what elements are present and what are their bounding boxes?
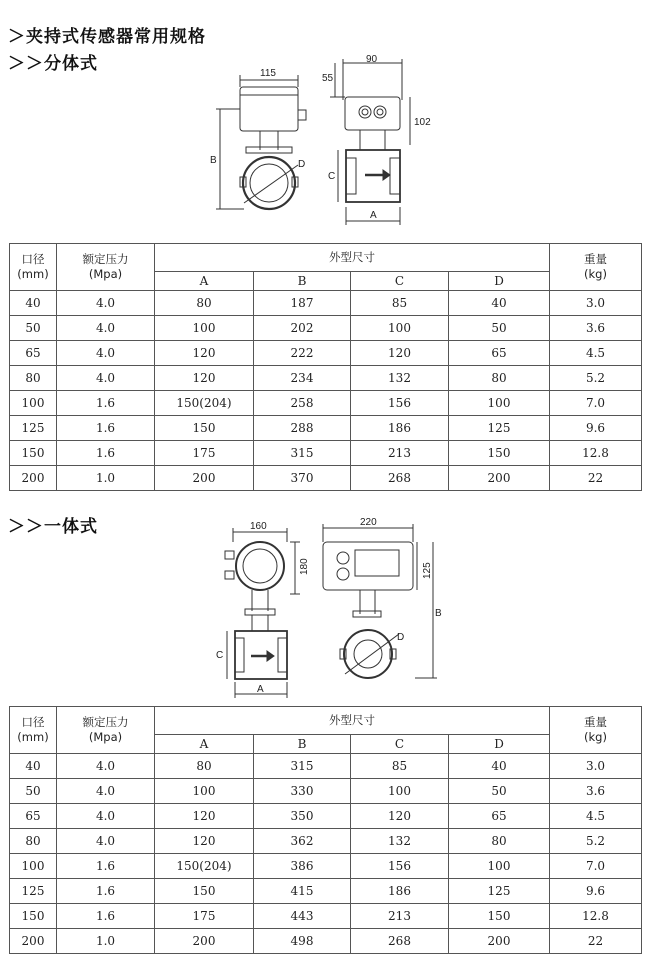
table-cell: 3.6	[550, 779, 642, 804]
table-cell: 100	[10, 854, 57, 879]
table-cell: 213	[351, 904, 449, 929]
table-cell: 3.0	[550, 291, 642, 316]
table-row	[10, 929, 642, 954]
table-cell: 150	[155, 879, 254, 904]
table-cell: 150	[155, 416, 254, 441]
table-cell: 200	[155, 466, 254, 491]
table-cell: 150	[10, 441, 57, 466]
integral-type-spec-table	[9, 706, 642, 954]
table-cell: 150	[449, 904, 550, 929]
table-cell: 175	[155, 441, 254, 466]
header-a: A	[155, 272, 254, 291]
table-cell: 4.5	[550, 341, 642, 366]
table-cell: 100	[449, 854, 550, 879]
dim-b: B	[210, 155, 217, 166]
table-cell: 156	[351, 854, 449, 879]
table-cell: 85	[351, 754, 449, 779]
page-title: ＞夹持式传感器常用规格	[8, 27, 206, 47]
table-cell: 350	[254, 804, 351, 829]
table-cell: 80	[449, 829, 550, 854]
split-type-diagram	[200, 55, 435, 233]
table-cell: 498	[254, 929, 351, 954]
table-cell: 4.0	[57, 366, 155, 391]
header-b: B	[254, 272, 351, 291]
table-cell: 1.6	[57, 441, 155, 466]
table-cell: 186	[351, 879, 449, 904]
table-cell: 150	[449, 441, 550, 466]
table-cell: 200	[155, 929, 254, 954]
table-cell: 40	[10, 291, 57, 316]
table-cell: 288	[254, 416, 351, 441]
table-cell: 202	[254, 316, 351, 341]
table-cell: 100	[351, 779, 449, 804]
table-cell: 120	[155, 366, 254, 391]
header-weight: 重量 (kg)	[550, 707, 642, 754]
table-cell: 4.0	[57, 779, 155, 804]
table-cell: 200	[449, 929, 550, 954]
table-cell: 187	[254, 291, 351, 316]
table-cell: 80	[10, 829, 57, 854]
split-type-spec-table	[9, 243, 642, 491]
table-row	[10, 754, 642, 779]
table-body	[10, 291, 642, 491]
header-weight: 重量 (kg)	[550, 244, 642, 291]
table-cell: 7.0	[550, 854, 642, 879]
table-cell: 258	[254, 391, 351, 416]
table-cell: 132	[351, 366, 449, 391]
header-c: C	[351, 272, 449, 291]
split-side-view	[322, 55, 431, 225]
dim-c: C	[328, 171, 336, 182]
table-cell: 330	[254, 779, 351, 804]
table-cell: 222	[254, 341, 351, 366]
table-cell: 370	[254, 466, 351, 491]
table-cell: 5.2	[550, 366, 642, 391]
dim-c2: C	[216, 650, 224, 661]
table-cell: 65	[449, 804, 550, 829]
table-cell: 150	[10, 904, 57, 929]
table-cell: 125	[10, 879, 57, 904]
table-cell: 4.0	[57, 754, 155, 779]
table-cell: 268	[351, 929, 449, 954]
header-d: D	[449, 735, 550, 754]
dim-180: 180	[299, 558, 310, 575]
table-cell: 125	[449, 416, 550, 441]
dim-90: 90	[366, 55, 378, 65]
header-dimensions: 外型尺寸	[155, 707, 550, 735]
table-cell: 65	[449, 341, 550, 366]
table-cell: 9.6	[550, 416, 642, 441]
table-cell: 7.0	[550, 391, 642, 416]
table-cell: 100	[10, 391, 57, 416]
table-cell: 1.6	[57, 854, 155, 879]
table-cell: 50	[10, 316, 57, 341]
table-row	[10, 291, 642, 316]
table-row	[10, 416, 642, 441]
table-cell: 3.0	[550, 754, 642, 779]
dim-115: 115	[260, 68, 276, 79]
section-heading-integral: ＞＞一体式	[8, 517, 98, 537]
table-cell: 40	[10, 754, 57, 779]
header-c: C	[351, 735, 449, 754]
header-bore: 口径 (mm)	[10, 707, 57, 754]
dim-a: A	[370, 210, 377, 221]
table-cell: 386	[254, 854, 351, 879]
dim-a2: A	[257, 684, 264, 695]
table-cell: 1.0	[57, 466, 155, 491]
table-cell: 3.6	[550, 316, 642, 341]
table-cell: 150(204)	[155, 854, 254, 879]
table-row	[10, 854, 642, 879]
section-heading-split: ＞＞分体式	[8, 54, 98, 74]
table-cell: 150(204)	[155, 391, 254, 416]
table-cell: 5.2	[550, 829, 642, 854]
table-cell: 4.0	[57, 316, 155, 341]
table-cell: 50	[449, 779, 550, 804]
table-cell: 268	[351, 466, 449, 491]
table-cell: 100	[155, 779, 254, 804]
header-pressure: 额定压力 (Mpa)	[57, 707, 155, 754]
table-cell: 4.0	[57, 829, 155, 854]
table-cell: 200	[10, 466, 57, 491]
split-front-view	[210, 68, 306, 209]
dim-55: 55	[322, 73, 334, 84]
table-cell: 1.6	[57, 879, 155, 904]
table-cell: 1.6	[57, 391, 155, 416]
table-cell: 362	[254, 829, 351, 854]
table-cell: 22	[550, 466, 642, 491]
table-cell: 12.8	[550, 904, 642, 929]
table-cell: 65	[10, 804, 57, 829]
table-cell: 120	[351, 804, 449, 829]
integral-type-diagram	[205, 516, 445, 702]
table-cell: 50	[449, 316, 550, 341]
table-cell: 80	[10, 366, 57, 391]
table-cell: 100	[155, 316, 254, 341]
table-cell: 186	[351, 416, 449, 441]
table-cell: 85	[351, 291, 449, 316]
table-cell: 156	[351, 391, 449, 416]
table-cell: 120	[155, 829, 254, 854]
table-cell: 234	[254, 366, 351, 391]
table-cell: 100	[449, 391, 550, 416]
table-row	[10, 879, 642, 904]
header-bore: 口径 (mm)	[10, 244, 57, 291]
table-row	[10, 441, 642, 466]
table-cell: 443	[254, 904, 351, 929]
dim-b2: B	[435, 608, 442, 619]
table-row	[10, 366, 642, 391]
integral-front-view	[216, 521, 310, 698]
header-b: B	[254, 735, 351, 754]
table-cell: 40	[449, 291, 550, 316]
table-cell: 132	[351, 829, 449, 854]
table-row	[10, 466, 642, 491]
table-row	[10, 804, 642, 829]
table-body	[10, 754, 642, 954]
table-row	[10, 316, 642, 341]
header-pressure: 额定压力 (Mpa)	[57, 244, 155, 291]
table-cell: 175	[155, 904, 254, 929]
table-cell: 120	[155, 341, 254, 366]
table-cell: 4.0	[57, 341, 155, 366]
header-d: D	[449, 272, 550, 291]
table-cell: 200	[10, 929, 57, 954]
table-cell: 12.8	[550, 441, 642, 466]
dim-125: 125	[422, 562, 433, 579]
table-cell: 80	[155, 291, 254, 316]
dim-d: D	[298, 159, 306, 170]
dim-160: 160	[250, 521, 267, 532]
table-cell: 50	[10, 779, 57, 804]
dim-220: 220	[360, 517, 377, 528]
table-cell: 80	[155, 754, 254, 779]
table-cell: 213	[351, 441, 449, 466]
table-cell: 1.0	[57, 929, 155, 954]
table-cell: 4.0	[57, 804, 155, 829]
table-cell: 4.0	[57, 291, 155, 316]
table-row	[10, 904, 642, 929]
table-cell: 22	[550, 929, 642, 954]
table-cell: 9.6	[550, 879, 642, 904]
dim-d2: D	[397, 632, 405, 643]
table-cell: 80	[449, 366, 550, 391]
table-row	[10, 391, 642, 416]
header-a: A	[155, 735, 254, 754]
table-cell: 65	[10, 341, 57, 366]
table-cell: 315	[254, 754, 351, 779]
table-cell: 125	[449, 879, 550, 904]
table-row	[10, 829, 642, 854]
table-cell: 415	[254, 879, 351, 904]
table-cell: 40	[449, 754, 550, 779]
dim-102: 102	[414, 117, 431, 128]
table-cell: 200	[449, 466, 550, 491]
table-cell: 1.6	[57, 904, 155, 929]
table-cell: 315	[254, 441, 351, 466]
table-cell: 1.6	[57, 416, 155, 441]
table-cell: 4.5	[550, 804, 642, 829]
table-cell: 120	[155, 804, 254, 829]
table-cell: 120	[351, 341, 449, 366]
table-row	[10, 341, 642, 366]
table-row	[10, 779, 642, 804]
header-dimensions: 外型尺寸	[155, 244, 550, 272]
table-cell: 125	[10, 416, 57, 441]
table-cell: 100	[351, 316, 449, 341]
integral-side-view	[323, 517, 442, 678]
